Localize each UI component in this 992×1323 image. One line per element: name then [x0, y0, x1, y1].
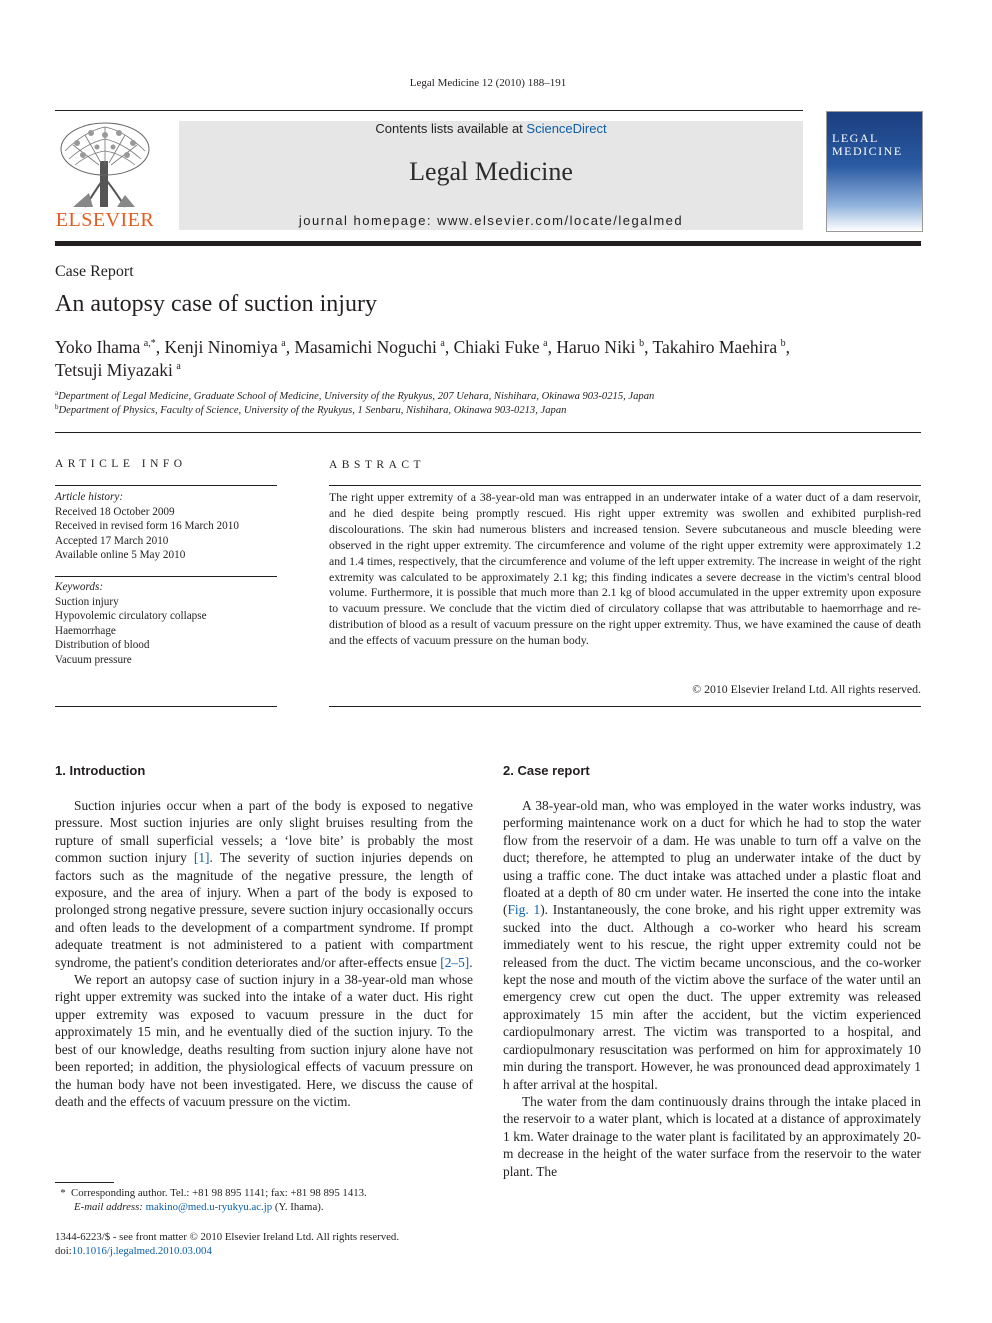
article-type: Case Report [55, 263, 134, 280]
author[interactable]: Tetsuji Miyazaki $^a$ [55, 360, 181, 380]
contents-prefix: Contents lists available at [375, 121, 527, 136]
front-matter-info [55, 1230, 399, 1258]
affiliation-b: $^b$Department of Physics, Faculty of Science, University of the Ryukyus, 1 Senbaru, Nishihara, Okinawa 903-0213, Japan [55, 403, 567, 416]
journal-banner [179, 121, 803, 230]
case-report-body [503, 797, 921, 1180]
article-title: An autopsy case of suction injury [55, 291, 377, 317]
author[interactable]: Kenji Ninomiya $^a$ [164, 337, 286, 357]
intro-paragraph-1: Suction injuries occur when a part of the body is exposed to negative pressure. Most suction injuries are only slight bruises resulting from the rupture of small superficial vessels; a ‘love bite’ is probably the most common suction injury [1]. The severity of suction injuries depends on factors such as the magnitude of the negative pressure, the length of exposure, and the area of injury. When a part of the body is exposed to prolonged strong negative pressure, severe suction injury occasionally occurs and often leads to the development of a compartment syndrome. If prompt adequate treatment is not administered to a patient with compartment syndrome, the patient's condition deteriorates and/or after-effects ensue [2–5]. [55, 798, 473, 970]
figure-link[interactable]: Fig. 1 [507, 902, 541, 918]
citation-link[interactable]: [2–5] [440, 954, 470, 970]
author[interactable]: Chiaki Fuke $^a$ [453, 337, 548, 357]
intro-paragraph-2: We report an autopsy case of suction injury in a 38-year-old man whose right upper extremity was sucked into the intake of a water duct. His right upper extremity was exposed to vacuum pressure in the duct for approximately 15 min, and he eventually died of the suction injury. To the best of our knowledge, deaths resulting from suction injury alone have not been reported; in addition, the physiological effects of vacuum pressure on the human body have not been investigated. Here, we discuss the cause of death and the effects of vacuum pressure on the victim. [55, 972, 473, 1109]
keywords-block [55, 580, 277, 667]
affiliation-a: $^a$Department of Legal Medicine, Graduate School of Medicine, University of the Ryukyus, 207 Uehara, Nishihara, Okinawa 903-0215, Japan [55, 389, 655, 402]
case-paragraph-1: A 38-year-old man, who was employed in the water works industry, was performing maintenance work on a duct for which he had to stop the water flow from the reservoir of a dam. He was unable to turn off a valve on the duct; therefore, he attempted to plug an underwater intake of the duct by using a traffic cone. The duct intake was attached under a plastic float and floated at a depth of 80 cm under water. He inserted the cone into the intake (Fig. 1). Instantaneously, the cone broke, and his right upper extremity was sucked into the duct. Although a co-worker who heard his scream immediately went to his rescue, the right upper extremity could not be released from the duct. The victim became unconscious, and the co-worker kept the nose and mouth of the victim above the surface of the water until an emergency crew cut open the duct. The upper extremity was released approximately 15 min after the accident, but the victim experienced cardiopulmonary arrest. The victim was transported to a hospital, and cardiopulmonary resuscitation was performed on him for approximately 10 min during the transport. However, he was pronounced dead approximately 1 h after arrival at the hospital. [503, 798, 921, 1092]
footnote-rule [55, 1182, 114, 1183]
abstract-copyright: © 2010 Elsevier Ireland Ltd. All rights reserved. [692, 682, 921, 696]
article-history [55, 490, 277, 563]
doi-link[interactable]: 10.1016/j.legalmed.2010.03.004 [71, 1245, 212, 1257]
author[interactable]: Haruo Niki $^b$ [556, 337, 645, 357]
title-divider [55, 432, 921, 433]
header-thick-rule [55, 241, 921, 246]
keyword: Hypovolemic circulatory collapse [55, 610, 207, 622]
journal-name: Legal Medicine [409, 157, 573, 186]
journal-homepage-link[interactable]: journal homepage: www.elsevier.com/locate/legalmed [298, 213, 684, 228]
elsevier-wordmark: ELSEVIER [55, 209, 155, 231]
abstract-bottom-rule [329, 706, 921, 707]
author-list: Yoko Ihama $^{a,*}$, Kenji Ninomiya $^a$, Masamichi Noguchi $^a$, Chiaki Fuke $^a$, Haruo Niki $^b$, Takahiro Maehira $^b$, Tetsuji Miyazaki $^a$ [55, 337, 791, 380]
history-label: Article history: [55, 491, 124, 503]
abstract-heading: ABSTRACT [329, 459, 426, 471]
sciencedirect-link[interactable]: ScienceDirect [526, 121, 607, 136]
keyword: Vacuum pressure [55, 653, 132, 666]
cover-title-line2: MEDICINE [832, 144, 903, 158]
abstract-rule [329, 485, 921, 486]
author[interactable]: Masamichi Noguchi $^a$ [294, 337, 445, 357]
keywords-label: Keywords: [55, 581, 104, 593]
keywords-rule [55, 576, 277, 577]
history-received: Received 18 October 2009 [55, 505, 175, 518]
article-info-rule [55, 485, 277, 486]
journal-citation: Legal Medicine 12 (2010) 188–191 [409, 77, 567, 89]
journal-cover-image[interactable] [826, 111, 923, 232]
section-heading-introduction: 1. Introduction [55, 763, 146, 778]
section-heading-case-report: 2. Case report [503, 763, 590, 778]
citation-link[interactable]: [1] [193, 850, 210, 866]
keyword: Distribution of blood [55, 639, 150, 651]
article-info-bottom-rule [55, 706, 277, 707]
keyword: Haemorrhage [55, 624, 116, 637]
corresponding-author-footnote: * Corresponding author. Tel.: +81 98 895 1141; fax: +81 98 895 1413. E-mail address: makino@med.u-ryukyu.ac.jp (Y. Ihama). [60, 1187, 367, 1213]
history-revised: Received in revised form 16 March 2010 [55, 520, 239, 532]
history-accepted: Accepted 17 March 2010 [55, 534, 169, 547]
keyword: Suction injury [55, 595, 119, 608]
email-link[interactable]: makino@med.u-ryukyu.ac.jp [145, 1201, 273, 1213]
elsevier-logo[interactable] [55, 121, 155, 231]
history-online: Available online 5 May 2010 [55, 549, 186, 561]
elsevier-tree-icon [55, 121, 155, 209]
author[interactable]: Takahiro Maehira $^b$ [652, 337, 786, 357]
author[interactable]: Yoko Ihama $^{a,*}$ [55, 337, 156, 357]
contents-available [179, 121, 803, 136]
introduction-body [55, 797, 473, 1110]
case-paragraph-2: The water from the dam continuously drains through the intake placed in the reservoir to a water plant, which is located at a distance of approximately 1 km. Water drainage to the water plant is facilitated by an approximately 20-m decrease in the height of the water surface from the reservoir to the water plant. The [503, 1093, 921, 1179]
issn-line: 1344-6223/$ - see front matter © 2010 Elsevier Ireland Ltd. All rights reserved. [55, 1231, 400, 1243]
abstract-text: The right upper extremity of a 38-year-old man was entrapped in an underwater intake of a water duct of a dam reservoir, and he died despite being promptly rescued. His right upper extremity was swollen and exhibited purplish-red discolourations. The skin had numerous blisters and increased tension. Severe subcutaneous and muscle bleeding were observed in the right upper extremity. The circumference and volume of the right upper extremity were approximately 1.2 and 1.4 times, respectively, that the circumference and volume of the left upper extremity. The increase in weight of the right extremity was calculated to be approximately 2.1 kg; this finding indicates a severe decrease in the victim's central blood volume. Furthermore, it is possible that much more than 2.1 kg of blood accumulated in the upper extremity upon exposure to vacuum pressure. We conclude that the victim died of circulatory collapse that was attributable to haemorrhage and re-distribution of blood as a result of vacuum pressure on the right upper extremity. Thus, we have examined the cause of death and the effects of vacuum pressure on the human body. [329, 490, 921, 648]
header-rule [55, 110, 803, 111]
cover-title-line1: LEGAL [832, 131, 879, 145]
doi-line: doi:10.1016/j.legalmed.2010.03.004 [55, 1245, 212, 1257]
article-info-heading: ARTICLE INFO [55, 458, 187, 470]
